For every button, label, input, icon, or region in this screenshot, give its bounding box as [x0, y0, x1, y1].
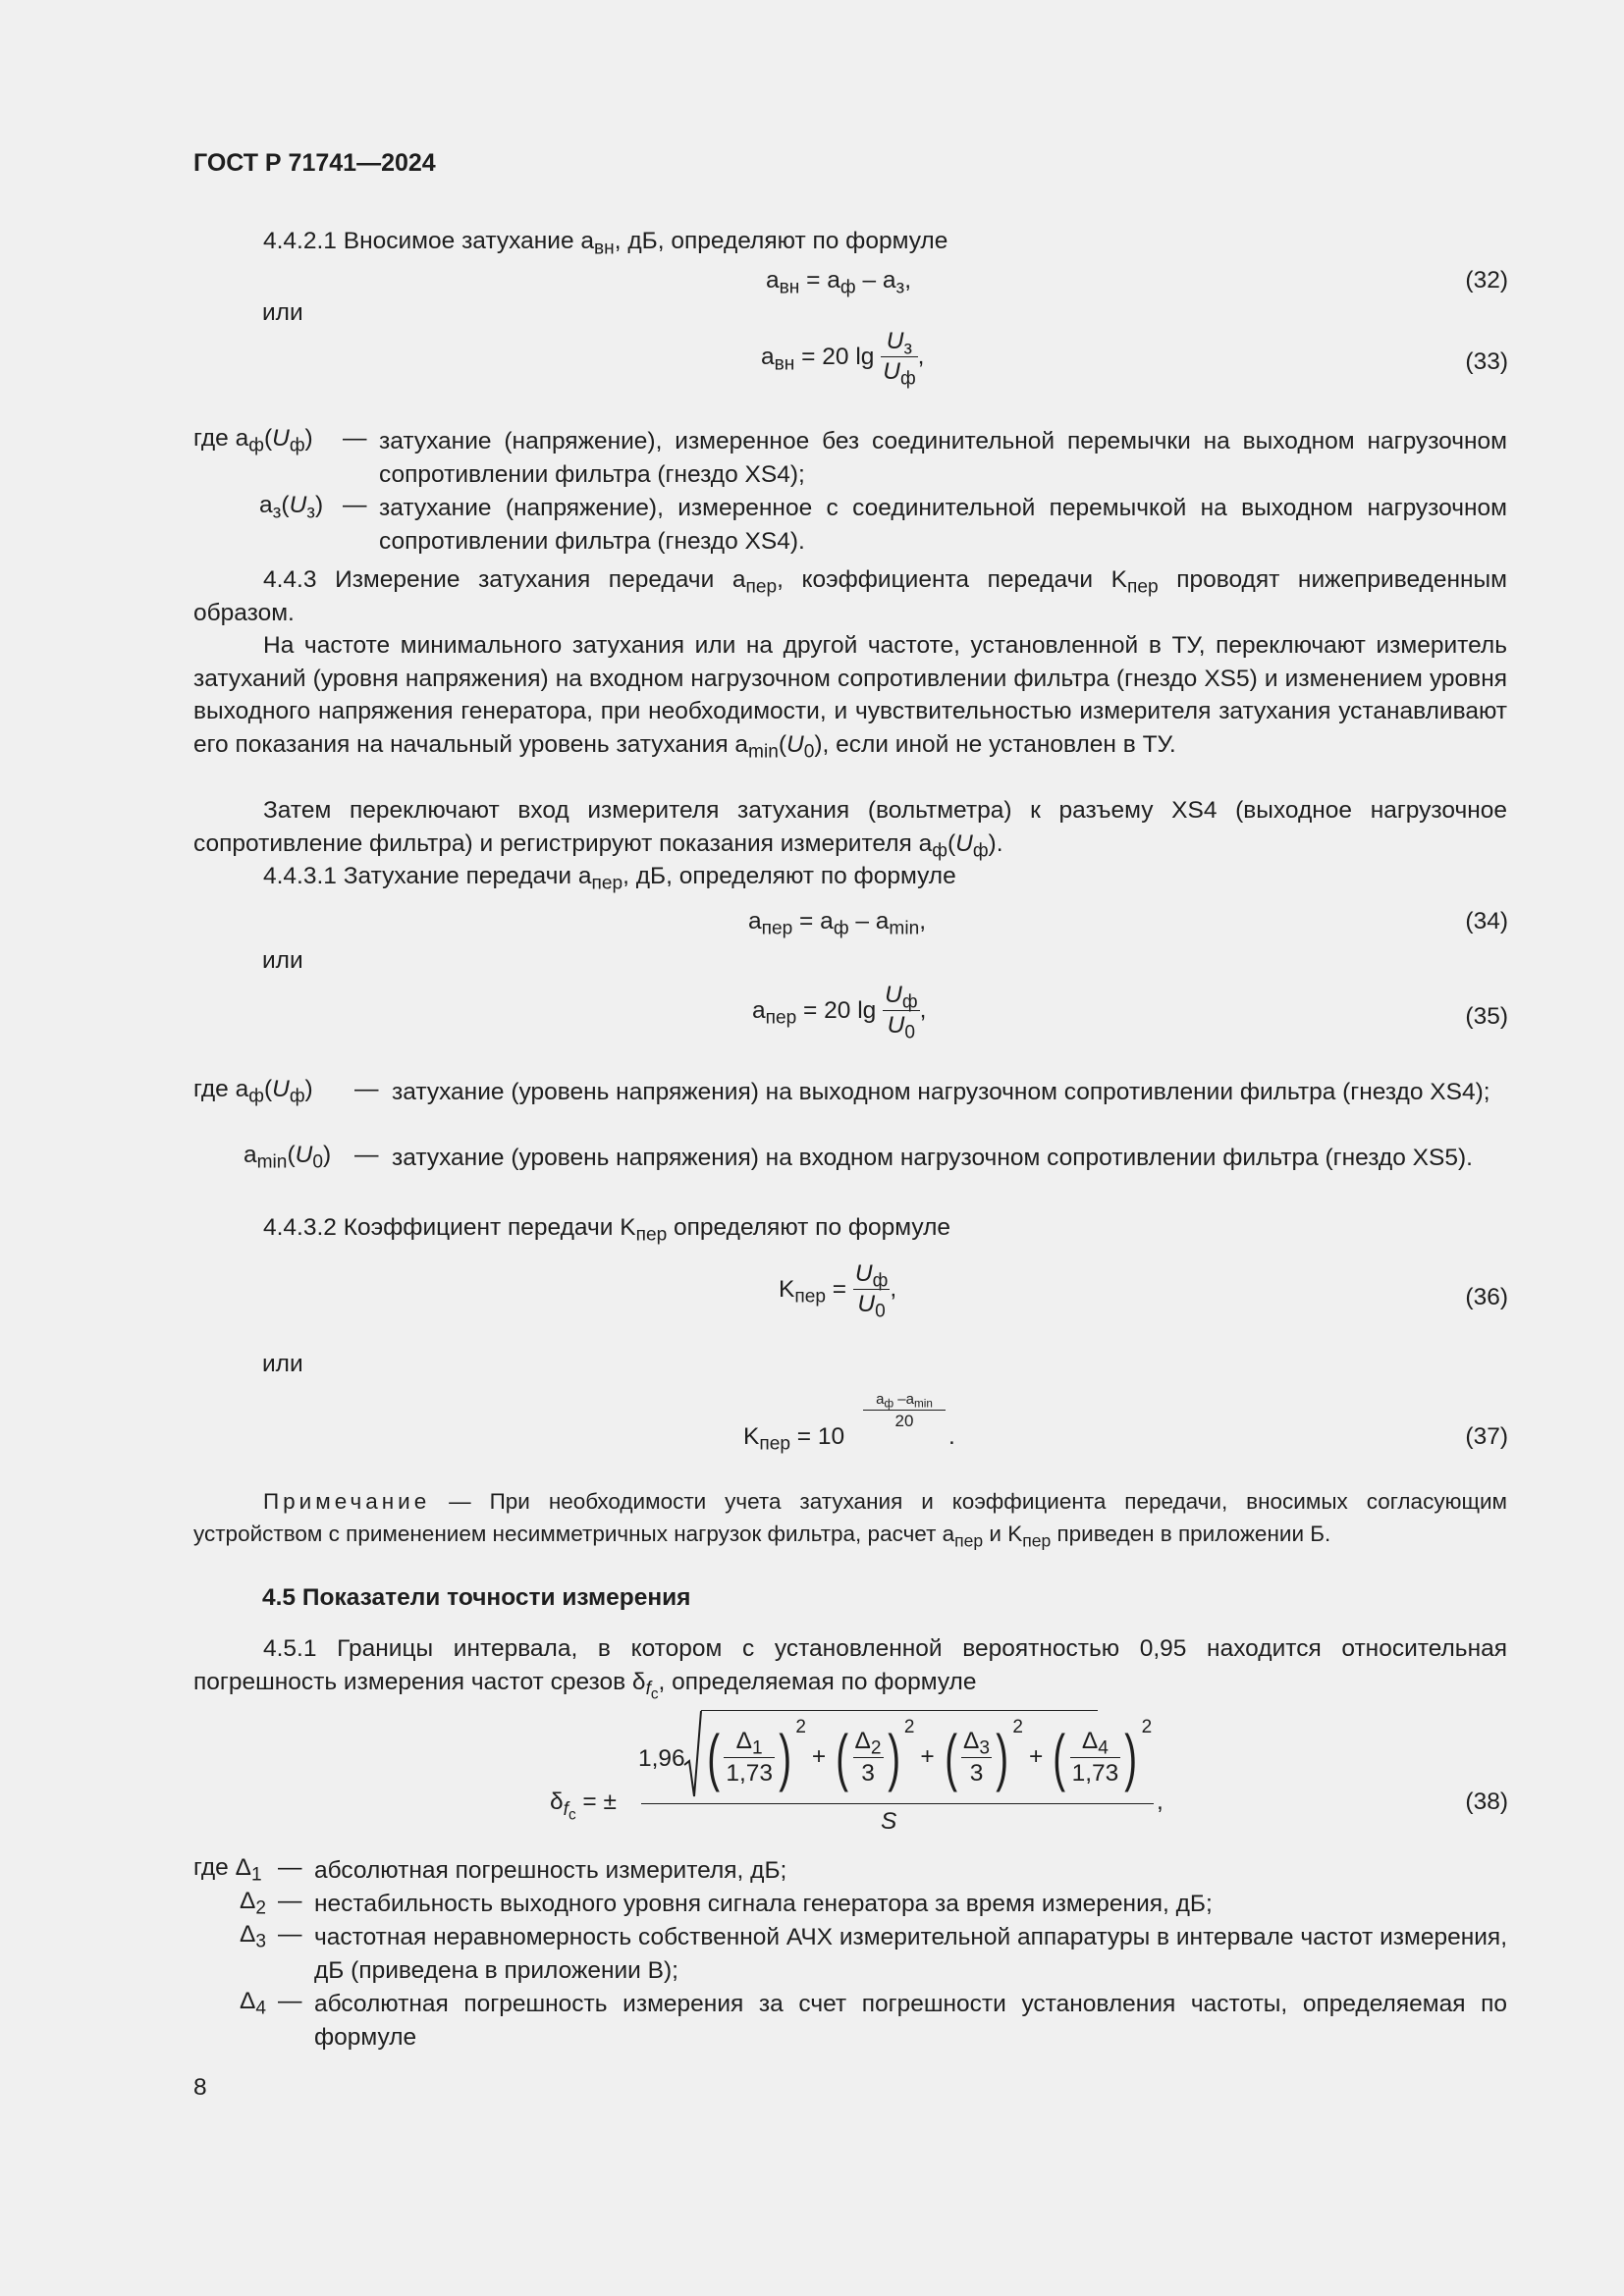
def3-term-1: где $\Delta_1$: [193, 1854, 262, 1886]
equation-number-37: (37): [1465, 1423, 1508, 1450]
paragraph-4-4-3: 4.4.3 Измерение затухания передачи $a_{пер}$, коэффициента передачи $K_{пер}$ проводят нижеприведенным образом.: [193, 566, 1507, 626]
def2-text-2: затухание (уровень напряжения) на входном нагрузочном сопротивлении фильтра (гнездо XS5).: [392, 1145, 1473, 1171]
sqrt-icon: [683, 1708, 703, 1802]
plus-sign: +: [1028, 1743, 1044, 1770]
def1-text-2: затухание (напряжение), измеренное с соединительной перемычкой на выходном нагрузочном сопротивлении фильтра (гнездо XS4).: [379, 495, 1507, 555]
formula-38: $\delta_{f_c}$ = ± S , 1,96 ( $\frac{\Delta_1}{1,73}$ ) 2 + ( $\frac{\Delta_2}{3}$ ) 2 + ( $\frac{\Delta_3}{3}$ ) 2 + ( $\frac{\Delta_4}{1,73}$ ) 2: [550, 1708, 1159, 1842]
exponent: 2: [795, 1717, 806, 1737]
equation-number-36: (36): [1465, 1284, 1508, 1310]
squared-term: ( $\frac{\Delta_2}{3}$ ) 2: [836, 1717, 915, 1792]
formula-34: $a_{пер} = a_ф - a_{min}$,: [748, 908, 927, 939]
page-number: 8: [193, 2074, 207, 2101]
or-label: или: [262, 299, 303, 326]
exponent: 2: [1012, 1717, 1023, 1737]
def1-dash-2: —: [343, 492, 367, 518]
def2-dash-1: —: [354, 1076, 379, 1102]
def1-term-2: $a_з(U_з)$: [259, 492, 324, 523]
paragraph-4-5-1: 4.5.1 Границы интервала, в котором с установленной вероятностью 0,95 находится относительная погрешность измерения частот срезов $\delta_{f_c}$, определяемая по формуле: [193, 1635, 1507, 1703]
def3-text-3: частотная неравномерность собственной АЧХ измерительной аппаратуры в интервале частот измерения, дБ (приведена в приложении В);: [314, 1924, 1507, 1984]
paragraph-4-4-3-c: Затем переключают вход измерителя затухания (вольтметра) к разъему XS4 (выходное нагрузочное сопротивление фильтра) и регистрируют показания измерителя $a_ф(U_ф)$.: [193, 797, 1507, 862]
def3-term-4: $\Delta_4$: [240, 1988, 267, 2019]
formula-35: $a_{пер} = 20$ lg $\frac{U_ф}{U_0}$ ,: [752, 982, 927, 1043]
paragraph-4-4-3-b: На частоте минимального затухания или на другой частоте, установленной в ТУ, переключают измеритель затуханий (уровня напряжения) на входном нагрузочном сопротивлении фильтра (гнездо XS5) и изменением уровня выходного напряжения генератора, при необходимости, и чувствительностью измерителя затухания устанавливают его показания на начальный уровень затухания $a_{min}(U_0)$, если иной не установлен в ТУ.: [193, 632, 1507, 763]
formula-33: $a_{вн} = 20$ lg $\frac{U_з}{U_ф}$ ,: [761, 328, 925, 390]
def1-term-1: где $a_ф(U_ф)$: [193, 425, 313, 456]
def3-text-2: нестабильность выходного уровня сигнала генератора за время измерения, дБ;: [314, 1891, 1213, 1917]
squared-term: ( $\frac{\Delta_3}{3}$ ) 2: [944, 1717, 1023, 1792]
document-header: ГОСТ Р 71741—2024: [193, 149, 436, 177]
section-heading: 4.5 Показатели точности измерения: [262, 1584, 691, 1611]
def1-text-1: затухание (напряжение), измеренное без соединительной перемычки на выходном нагрузочном сопротивлении фильтра (гнездо XS4);: [379, 428, 1507, 488]
def3-text-1: абсолютная погрешность измерителя, дБ;: [314, 1857, 787, 1884]
def3-dash-4: —: [278, 1988, 302, 2014]
exponent: 2: [1141, 1717, 1153, 1737]
equation-number-34: (34): [1465, 908, 1508, 934]
equation-number-32: (32): [1465, 267, 1508, 294]
fraction: $\frac{U_з}{U_ф}$: [883, 328, 916, 390]
squared-term: ( $\frac{\Delta_4}{1,73}$ ) 2: [1053, 1717, 1153, 1792]
formula-36: $K_{пер}$ = $\frac{U_ф}{U_0}$ ,: [779, 1260, 897, 1322]
def2-dash-2: —: [354, 1142, 379, 1168]
fraction: $\frac{U_ф}{U_0}$: [885, 982, 918, 1043]
paragraph-4-4-3-1: 4.4.3.1 Затухание передачи $a_{пер}$, дБ, определяют по формуле: [263, 863, 956, 894]
def2-term-2: $a_{min}(U_0)$: [244, 1142, 332, 1173]
sqrt-terms: [703, 1716, 1152, 1798]
paragraph-4-4-2-1: 4.4.2.1 Вносимое затухание $a_{вн}$, дБ, определяют по формуле: [263, 228, 948, 259]
def2-term-1: где $a_ф(U_ф)$: [193, 1076, 313, 1107]
formula-32: $a_{вн} = a_ф - a_з$,: [766, 267, 912, 298]
equation-number-33: (33): [1465, 348, 1508, 375]
fraction: $\frac{U_ф}{U_0}$: [854, 1260, 889, 1322]
or-label: или: [262, 1351, 303, 1377]
paragraph-4-4-3-2: 4.4.3.2 Коэффициент передачи $K_{пер}$ определяют по формуле: [263, 1214, 951, 1246]
plus-sign: +: [920, 1743, 935, 1770]
def2-text-1: затухание (уровень напряжения) на выходном нагрузочном сопротивлении фильтра (гнездо XS4);: [392, 1079, 1490, 1105]
def3-term-2: $\Delta_2$: [240, 1888, 267, 1919]
def3-dash-2: —: [278, 1888, 302, 1914]
def1-dash-1: —: [343, 425, 367, 452]
document-page: ГОСТ Р 71741—2024 4.4.2.1 Вносимое затухание $a_{вн}$, дБ, определяют по формуле $a_{вн} = a_ф - a_з$, (32) или $a_{вн} = 20$ lg $\frac{U_з}{U_ф}$ , (33) где $a_ф(U_ф)$ — затухание (напряжение), измеренное без соединительной перемычки на выходном нагрузочном сопротивлении фильтра (гнездо XS4); $a_з(U_з)$ — затухание (напряжение), измеренное с соединительной перемычкой на выходном нагрузочном сопротивлении фильтра (гнездо XS4). 4.4.3 Измерение затухания передачи $a_{пер}$, коэффициента передачи $K_{пер}$ проводят нижеприведенным образом. На частоте минимального затухания или на другой частоте, установленной в ТУ, переключают измеритель затуханий (уровня напряжения) на входном нагрузочном сопротивлении фильтра (гнездо XS5) и изменением уровня выходного напряжения генератора, при необходимости, и чувствительностью измерителя затухания устанавливают его показания на начальный уровень затухания $a_{min}(U_0)$, если иной не установлен в ТУ. Затем переключают вход измерителя затухания (вольтметра) к разъему XS4 (выходное нагрузочное сопротивление фильтра) и регистрируют показания измерителя $a_ф(U_ф)$. 4.4.3.1 Затухание передачи $a_{пер}$, дБ, определяют по формуле $a_{пер} = a_ф - a_{min}$, (34) или $a_{пер} = 20$ lg $\frac{U_ф}{U_0}$ , (35) где $a_ф(U_ф)$ — затухание (уровень напряжения) на выходном нагрузочном сопротивлении фильтра (гнездо XS4); $a_{min}(U_0)$ — затухание (уровень напряжения) на входном нагрузочном сопротивлении фильтра (гнездо XS5). 4.4.3.2 Коэффициент передачи $K_{пер}$ определяют по формуле $K_{пер}$ = $\frac{U_ф}{U_0}$ , (36) или $K_{пер} = 10$ $a_ф$ $-a_{min}$ 20 . (37) Примечание — При необходимости учета затухания и коэффициента передачи, вносимых согласующим устройством с применением несимметричных нагрузок фильтра, расчет $a_{пер}$ и $K_{пер}$ приведен в приложении Б. 4.5 Показатели точности измерения 4.5.1 Границы интервала, в котором с установленной вероятностью 0,95 находится относительная погрешность измерения частот срезов $\delta_{f_c}$, определяемая по формуле $\delta_{f_c}$ = ± S , 1,96 ( $\frac{\Delta_1}{1,73}$ ) 2 + ( $\frac{\Delta_2}{3}$ ) 2 + ( $\frac{\Delta_3}{3}$ ) 2 + ( $\frac{\Delta_4}{1,73}$ ) 2 (38) где $\Delta_1$ — абсолютная погрешность измерителя, дБ; $\Delta_2$ — нестабильность выходного уровня сигнала генератора за время измерения, дБ; $\Delta_3$ — частотная неравномерность собственной АЧХ измерительной аппаратуры в интервале частот измерения, дБ (приведена в приложении В); $\Delta_4$ — абсолютная погрешность измерения за счет погрешности установления частоты, определяемая по формуле 8: [193, 149, 1508, 2101]
def3-term-3: $\Delta_3$: [240, 1921, 267, 1952]
equation-number-38: (38): [1465, 1789, 1508, 1815]
squared-term: ( $\frac{\Delta_1}{1,73}$ ) 2: [707, 1717, 806, 1792]
plus-sign: +: [811, 1743, 827, 1770]
def3-text-4: абсолютная погрешность измерения за счет погрешности установления частоты, определяемая по формуле: [314, 1991, 1507, 2051]
or-label: или: [262, 947, 303, 974]
note: Примечание — При необходимости учета затухания и коэффициента передачи, вносимых согласующим устройством с применением несимметричных нагрузок фильтра, расчет $a_{пер}$ и $K_{пер}$ приведен в приложении Б.: [193, 1489, 1507, 1551]
main-fraction-bar: [641, 1803, 1154, 1804]
exponent: 2: [903, 1717, 915, 1737]
def3-dash-3: —: [278, 1921, 302, 1948]
def3-dash-1: —: [278, 1854, 302, 1881]
equation-number-35: (35): [1465, 1003, 1508, 1030]
